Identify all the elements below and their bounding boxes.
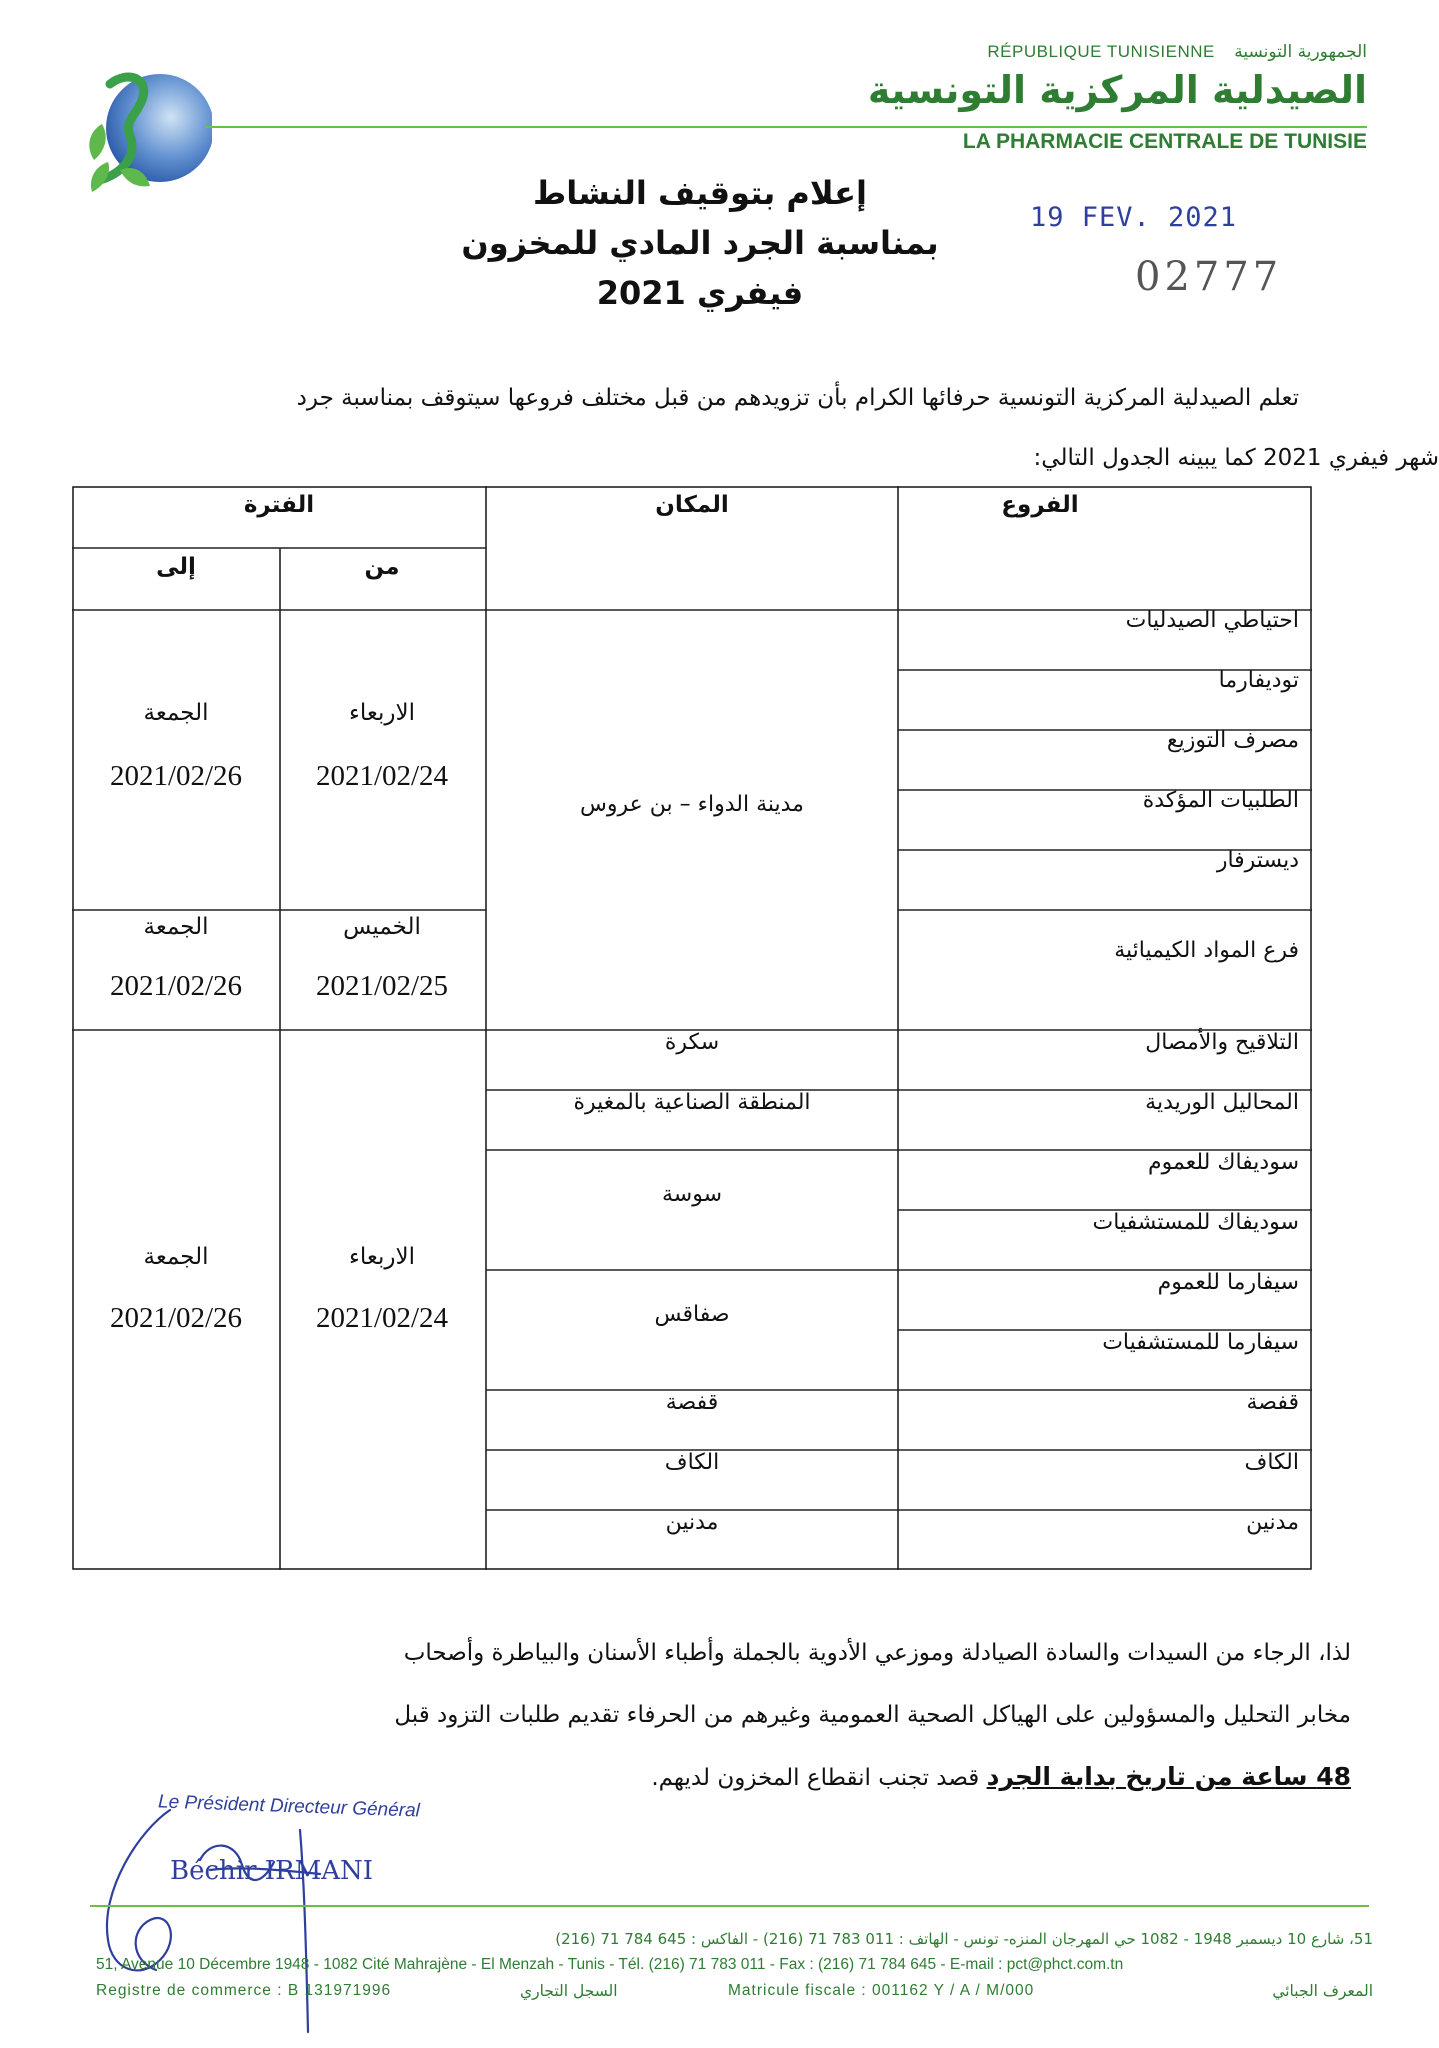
branch-row: الطلبيات المؤكدة — [1142, 788, 1299, 813]
header-to: إلى — [156, 554, 196, 580]
footer-fiscal-fr: Matricule fiscale : 001162 Y / A / M/000 — [728, 1982, 1035, 1999]
period-from-date: 2021/02/24 — [315, 760, 449, 792]
branch-row: سيفارما للعموم — [1157, 1270, 1299, 1295]
branch-row: مصرف التوزيع — [1166, 728, 1299, 753]
location-cell: الكاف — [664, 1450, 720, 1475]
branch-row: المحاليل الوريدية — [1145, 1090, 1299, 1115]
footer-address-fr: 51, Avenue 10 Décembre 1948 - 1082 Cité Mahrajène - El Menzah - Tunis - Tél. (216) 71 783 011 - Fax : (216) 71 784 645 - E-mail : pct@phct.com.tn — [96, 1956, 1124, 1973]
intro-line-2: شهر فيفري 2021 كما يبينه الجدول التالي: — [1033, 445, 1439, 471]
republic-line — [987, 42, 1367, 62]
location-cell: المنطقة الصناعية بالمغيرة — [573, 1090, 811, 1115]
period-from-day: الخميس — [343, 914, 421, 940]
location-cell: سكرة — [664, 1030, 720, 1055]
location-cell: مدينة الدواء – بن عروس — [580, 792, 804, 817]
header-rule — [205, 126, 1367, 128]
branch-row: ديسترفار — [1216, 848, 1299, 873]
header-location: المكان — [655, 492, 729, 518]
period-to-date: 2021/02/26 — [109, 760, 243, 792]
signatory-name: Béchir IRMANI — [170, 1856, 374, 1886]
footer-registry-fr: Registre de commerce : B 131971996 — [96, 1982, 392, 1999]
reference-number: 02777 — [1135, 254, 1283, 300]
pharmacy-logo — [80, 62, 212, 196]
branch-row: سوديفاك للمستشفيات — [1092, 1210, 1299, 1235]
document-title — [430, 168, 970, 318]
title-line-2: بمناسبة الجرد المادي للمخزون — [461, 224, 939, 262]
location-cell: صفاقس — [654, 1302, 730, 1327]
intro-line-1: تعلم الصيدلية المركزية التونسية حرفائها الكرام بأن تزويدهم من قبل مختلف فروعها سيتوقف بمناسبة جرد — [296, 385, 1299, 411]
period-to-day: الجمعة — [143, 914, 209, 940]
footer-rule — [90, 1905, 1369, 1907]
period-from-date: 2021/02/25 — [315, 970, 449, 1002]
period-from-day: الاربعاء — [349, 700, 415, 726]
period-to-day: الجمعة — [143, 700, 209, 726]
branch-row: توديفارما — [1218, 668, 1299, 693]
period-to-date: 2021/02/26 — [109, 970, 243, 1002]
closing-line-3-rest: قصد تجنب انقطاع المخزون لديهم. — [651, 1765, 980, 1791]
title-line-3: فيفري 2021 — [596, 274, 804, 312]
branch-row: سوديفاك للعموم — [1148, 1150, 1299, 1175]
header-branches: الفروع — [1001, 492, 1079, 518]
branch-row: سيفارما للمستشفيات — [1102, 1330, 1299, 1355]
footer-fiscal-ar: المعرف الجبائي — [1272, 1982, 1373, 2000]
org-name-fr: LA PHARMACIE CENTRALE DE TUNISIE — [962, 130, 1367, 153]
period-from-date: 2021/02/24 — [315, 1302, 449, 1334]
branch-row: الكاف — [1244, 1450, 1299, 1475]
period-to-day: الجمعة — [143, 1244, 209, 1270]
branch-row: التلاقيح والأمصال — [1145, 1030, 1299, 1055]
branch-row: فرع المواد الكيميائية — [1114, 938, 1299, 963]
intro-paragraph — [88, 368, 1439, 488]
header-from: من — [364, 554, 400, 580]
org-name-ar: الصيدلية المركزية التونسية — [867, 68, 1367, 112]
republic-fr: RÉPUBLIQUE TUNISIENNE — [987, 42, 1215, 61]
deadline-emphasis: 48 ساعة من تاريخ بداية الجرد — [986, 1762, 1351, 1791]
closing-line-2: مخابر التحليل والمسؤولين على الهياكل الصحية العمومية وغيرهم من الحرفاء تقديم طلبات التزود قبل — [394, 1702, 1351, 1728]
location-cell: مدنين — [665, 1510, 719, 1535]
header-period: الفترة — [243, 492, 315, 518]
period-from-day: الاربعاء — [349, 1244, 415, 1270]
title-line-1: إعلام بتوقيف النشاط — [533, 174, 867, 212]
signatory-title: Le Président Directeur Général — [157, 1791, 421, 1822]
republic-ar: الجمهورية التونسية — [1234, 42, 1367, 62]
period-to-date: 2021/02/26 — [109, 1302, 243, 1334]
branch-row: احتياطي الصيدليات — [1125, 608, 1299, 633]
branch-row: قفصة — [1246, 1390, 1299, 1415]
footer-registry-ar: السجل التجاري — [520, 1982, 618, 2000]
footer-address-ar: 51، شارع 10 ديسمبر 1948 - 1082 حي المهرجان المنزه- تونس - الهاتف : 011 783 71 (216) - الفاكس : 645 784 71 (216) — [555, 1930, 1373, 1948]
location-cell: سوسة — [661, 1182, 723, 1207]
location-cell: قفصة — [665, 1390, 719, 1415]
branch-row: مدنين — [1246, 1510, 1299, 1535]
closing-line-1: لذا، الرجاء من السيدات والسادة الصيادلة وموزعي الأدوية بالجملة وأطباء الأسنان والبياطرة وأصحاب — [403, 1640, 1351, 1666]
stamp-date: 19 FEV. 2021 — [1030, 202, 1238, 233]
